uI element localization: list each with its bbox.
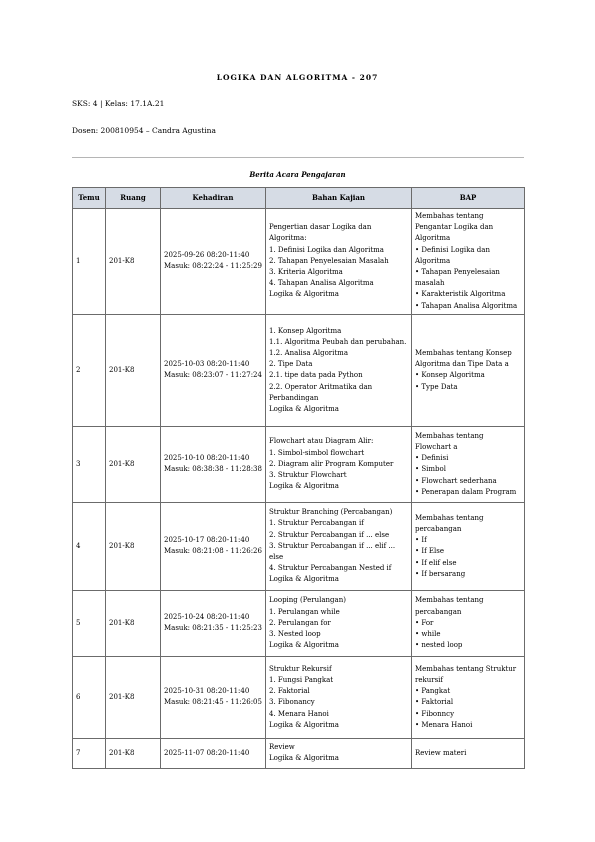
table-row	[73, 656, 525, 738]
course-info: SKS: 4 | Kelas: 17.1A.21	[72, 99, 165, 108]
cell-kehadiran	[161, 590, 266, 656]
cell-bahan-kajian-line: Flowchart atau Diagram Alir:	[269, 437, 374, 446]
header-bap: BAP	[412, 188, 525, 209]
cell-kehadiran	[161, 314, 266, 426]
cell-bap-line: Membahas tentang percabangan	[415, 596, 484, 616]
cell-kehadiran-line: 2025-10-10 08:20-11:40	[164, 454, 250, 463]
table-row	[73, 502, 525, 590]
cell-bap	[412, 502, 525, 590]
cell-bahan-kajian-line: 2.1. tipe data pada Python	[269, 371, 363, 380]
cell-temu: 4	[73, 502, 106, 590]
cell-bahan-kajian-line: Logika & Algoritma	[269, 575, 339, 584]
cell-bap	[412, 656, 525, 738]
cell-bahan-kajian-line: 1. Perulangan while	[269, 607, 340, 616]
cell-bahan-kajian-line: 4. Tahapan Analisa Algoritma	[269, 279, 374, 288]
cell-kehadiran	[161, 502, 266, 590]
cell-bahan-kajian-line: 2. Tahapan Penyelesaian Masalah	[269, 256, 389, 265]
cell-bahan-kajian-line: 1.2. Analisa Algoritma	[269, 348, 348, 357]
cell-bahan-kajian-line: Struktur Rekursif	[269, 664, 332, 673]
cell-bahan-kajian-line: 2.2. Operator Aritmatika dan Perbandingan	[269, 382, 373, 402]
page-title: LOGIKA DAN ALGORITMA - 207	[216, 73, 379, 82]
cell-bahan-kajian-line: Logika & Algoritma	[269, 754, 339, 763]
cell-ruang: 201-K8	[106, 314, 161, 426]
cell-ruang: 201-K8	[106, 426, 161, 502]
cell-kehadiran-line: Masuk: 08:22:24 - 11:25:29	[164, 262, 262, 271]
cell-bap	[412, 590, 525, 656]
header-ruang: Ruang	[106, 188, 161, 209]
cell-bahan-kajian-line: Struktur Branching (Percabangan)	[269, 508, 393, 517]
cell-bahan-kajian-line: 1. Fungsi Pangkat	[269, 675, 334, 684]
cell-bahan-kajian-line: 3. Kriteria Algoritma	[269, 268, 343, 277]
cell-bahan-kajian-line: 4. Menara Hanoi	[269, 709, 329, 718]
table-row	[73, 738, 525, 768]
cell-kehadiran	[161, 738, 266, 768]
cell-bahan-kajian-line: 2. Perulangan for	[269, 618, 331, 627]
cell-bap-line: • If	[415, 536, 427, 545]
cell-bap-line: • Tahapan Penyelesaian masalah	[415, 268, 500, 288]
cell-bahan-kajian-line: Logika & Algoritma	[269, 290, 339, 299]
header-bahan-kajian: Bahan Kajian	[266, 188, 412, 209]
cell-bap	[412, 314, 525, 426]
cell-bap	[412, 209, 525, 315]
cell-bap	[412, 738, 525, 768]
cell-bap-line: • Definisi Logika dan Algoritma	[415, 245, 490, 265]
cell-bap	[412, 426, 525, 502]
cell-kehadiran-line: Masuk: 08:38:38 - 11:28:38	[164, 465, 262, 474]
cell-ruang: 201-K8	[106, 209, 161, 315]
divider	[72, 157, 524, 158]
cell-temu: 3	[73, 426, 106, 502]
cell-bahan-kajian-line: 3. Struktur Flowchart	[269, 470, 347, 479]
cell-bap-line: Membahas tentang Flowchart a	[415, 431, 484, 451]
cell-bahan-kajian-line: 2. Struktur Percabangan if ... else	[269, 530, 390, 539]
cell-kehadiran-line: 2025-09-26 08:20-11:40	[164, 251, 250, 260]
lecturer-info: Dosen: 200810954 – Candra Agustina	[72, 126, 216, 135]
cell-kehadiran-line: 2025-10-03 08:20-11:40	[164, 360, 250, 369]
cell-bap-line: • Penerapan dalam Program	[415, 487, 517, 496]
cell-kehadiran-line: Masuk: 08:21:35 - 11:25:23	[164, 624, 262, 633]
cell-bahan-kajian-line: 2. Tipe Data	[269, 360, 313, 369]
cell-kehadiran-line: 2025-10-31 08:20-11:40	[164, 687, 250, 696]
cell-bap-line: • Definisi	[415, 454, 449, 463]
cell-bap-line: • Fibonncy	[415, 709, 455, 718]
cell-bahan-kajian-line: 2. Diagram alir Program Komputer	[269, 459, 394, 468]
cell-bahan-kajian	[266, 426, 412, 502]
cell-bap-line: Membahas tentang Struktur rekursif	[415, 664, 517, 684]
cell-temu: 7	[73, 738, 106, 768]
table-row	[73, 590, 525, 656]
cell-bahan-kajian-line: 3. Struktur Percabangan if ... elif ... else	[269, 541, 396, 561]
cell-temu: 1	[73, 209, 106, 315]
cell-bap-line: • Simbol	[415, 465, 446, 474]
cell-bahan-kajian-line: Pengertian dasar Logika dan Algoritma:	[269, 223, 372, 243]
cell-bap-line: • Menara Hanoi	[415, 720, 473, 729]
cell-bahan-kajian-line: 1. Konsep Algoritma	[269, 326, 342, 335]
cell-kehadiran	[161, 209, 266, 315]
cell-bahan-kajian-line: 1.1. Algoritma Peubah dan perubahan.	[269, 337, 407, 346]
cell-bap-line: • For	[415, 618, 434, 627]
table-title: Berita Acara Pengajaran	[249, 170, 346, 179]
cell-bap-line: • If Else	[415, 547, 445, 556]
cell-bahan-kajian-line: 1. Struktur Percabangan if	[269, 519, 364, 528]
cell-kehadiran-line: Masuk: 08:21:08 - 11:26:26	[164, 547, 262, 556]
cell-bahan-kajian-line: Logika & Algoritma	[269, 482, 339, 491]
cell-bahan-kajian-line: 2. Faktorial	[269, 687, 310, 696]
attendance-table	[72, 187, 525, 769]
cell-bahan-kajian-line: 3. Nested loop	[269, 629, 321, 638]
cell-bap-line: Membahas tentang Pengantar Logika dan Algoritma	[415, 212, 494, 243]
cell-bap-line: • Karakteristik Algoritma	[415, 290, 506, 299]
cell-kehadiran-line: 2025-11-07 08:20-11:40	[164, 748, 250, 757]
cell-bap-line: • Konsep Algoritma	[415, 371, 485, 380]
cell-kehadiran-line: 2025-10-24 08:20-11:40	[164, 613, 250, 622]
header-kehadiran: Kehadiran	[161, 188, 266, 209]
cell-temu: 2	[73, 314, 106, 426]
cell-ruang: 201-K8	[106, 738, 161, 768]
header-temu: Temu	[73, 188, 106, 209]
cell-temu: 6	[73, 656, 106, 738]
cell-bap-line: • nested loop	[415, 641, 463, 650]
cell-bahan-kajian-line: Logika & Algoritma	[269, 720, 339, 729]
cell-bahan-kajian-line: Looping (Perulangan)	[269, 596, 346, 605]
cell-bahan-kajian	[266, 590, 412, 656]
cell-bap-line: • If elif else	[415, 558, 457, 567]
cell-bahan-kajian	[266, 738, 412, 768]
cell-bahan-kajian-line: 3. Fibonancy	[269, 698, 315, 707]
cell-bahan-kajian	[266, 502, 412, 590]
cell-bahan-kajian-line: 1. Definisi Logika dan Algoritma	[269, 245, 384, 254]
cell-bahan-kajian-line: Review	[269, 743, 295, 752]
cell-bahan-kajian-line: Logika & Algoritma	[269, 404, 339, 413]
cell-bap-line: • Pangkat	[415, 687, 451, 696]
cell-bahan-kajian-line: 4. Struktur Percabangan Nested if	[269, 564, 392, 573]
cell-bahan-kajian-line: Logika & Algoritma	[269, 641, 339, 650]
cell-kehadiran-line: 2025-10-17 08:20-11:40	[164, 536, 250, 545]
cell-bahan-kajian	[266, 656, 412, 738]
table-row	[73, 426, 525, 502]
table-row	[73, 314, 525, 426]
cell-kehadiran	[161, 426, 266, 502]
cell-temu: 5	[73, 590, 106, 656]
table-header-row	[73, 188, 525, 209]
cell-ruang: 201-K8	[106, 656, 161, 738]
cell-bap-line: • Flowchart sederhana	[415, 476, 497, 485]
cell-bap-line: • Tahapan Analisa Algoritma	[415, 301, 518, 310]
cell-bap-line: Review materi	[415, 748, 467, 757]
cell-bap-line: Membahas tentang percabangan	[415, 513, 484, 533]
cell-bap-line: • Type Data	[415, 382, 458, 391]
cell-kehadiran-line: Masuk: 08:23:07 - 11:27:24	[164, 371, 262, 380]
cell-bahan-kajian	[266, 209, 412, 315]
cell-kehadiran	[161, 656, 266, 738]
cell-kehadiran-line: Masuk: 08:21:45 - 11:26:05	[164, 698, 262, 707]
cell-bap-line: • Faktorial	[415, 698, 454, 707]
table-row	[73, 209, 525, 315]
cell-ruang: 201-K8	[106, 502, 161, 590]
cell-bahan-kajian	[266, 314, 412, 426]
cell-bap-line: • If bersarang	[415, 569, 466, 578]
cell-ruang: 201-K8	[106, 590, 161, 656]
cell-bap-line: Membahas tentang Konsep Algoritma dan Tipe Data a	[415, 348, 512, 369]
cell-bap-line: • while	[415, 629, 441, 638]
cell-bahan-kajian-line: 1. Simbol-simbol flowchart	[269, 448, 365, 457]
